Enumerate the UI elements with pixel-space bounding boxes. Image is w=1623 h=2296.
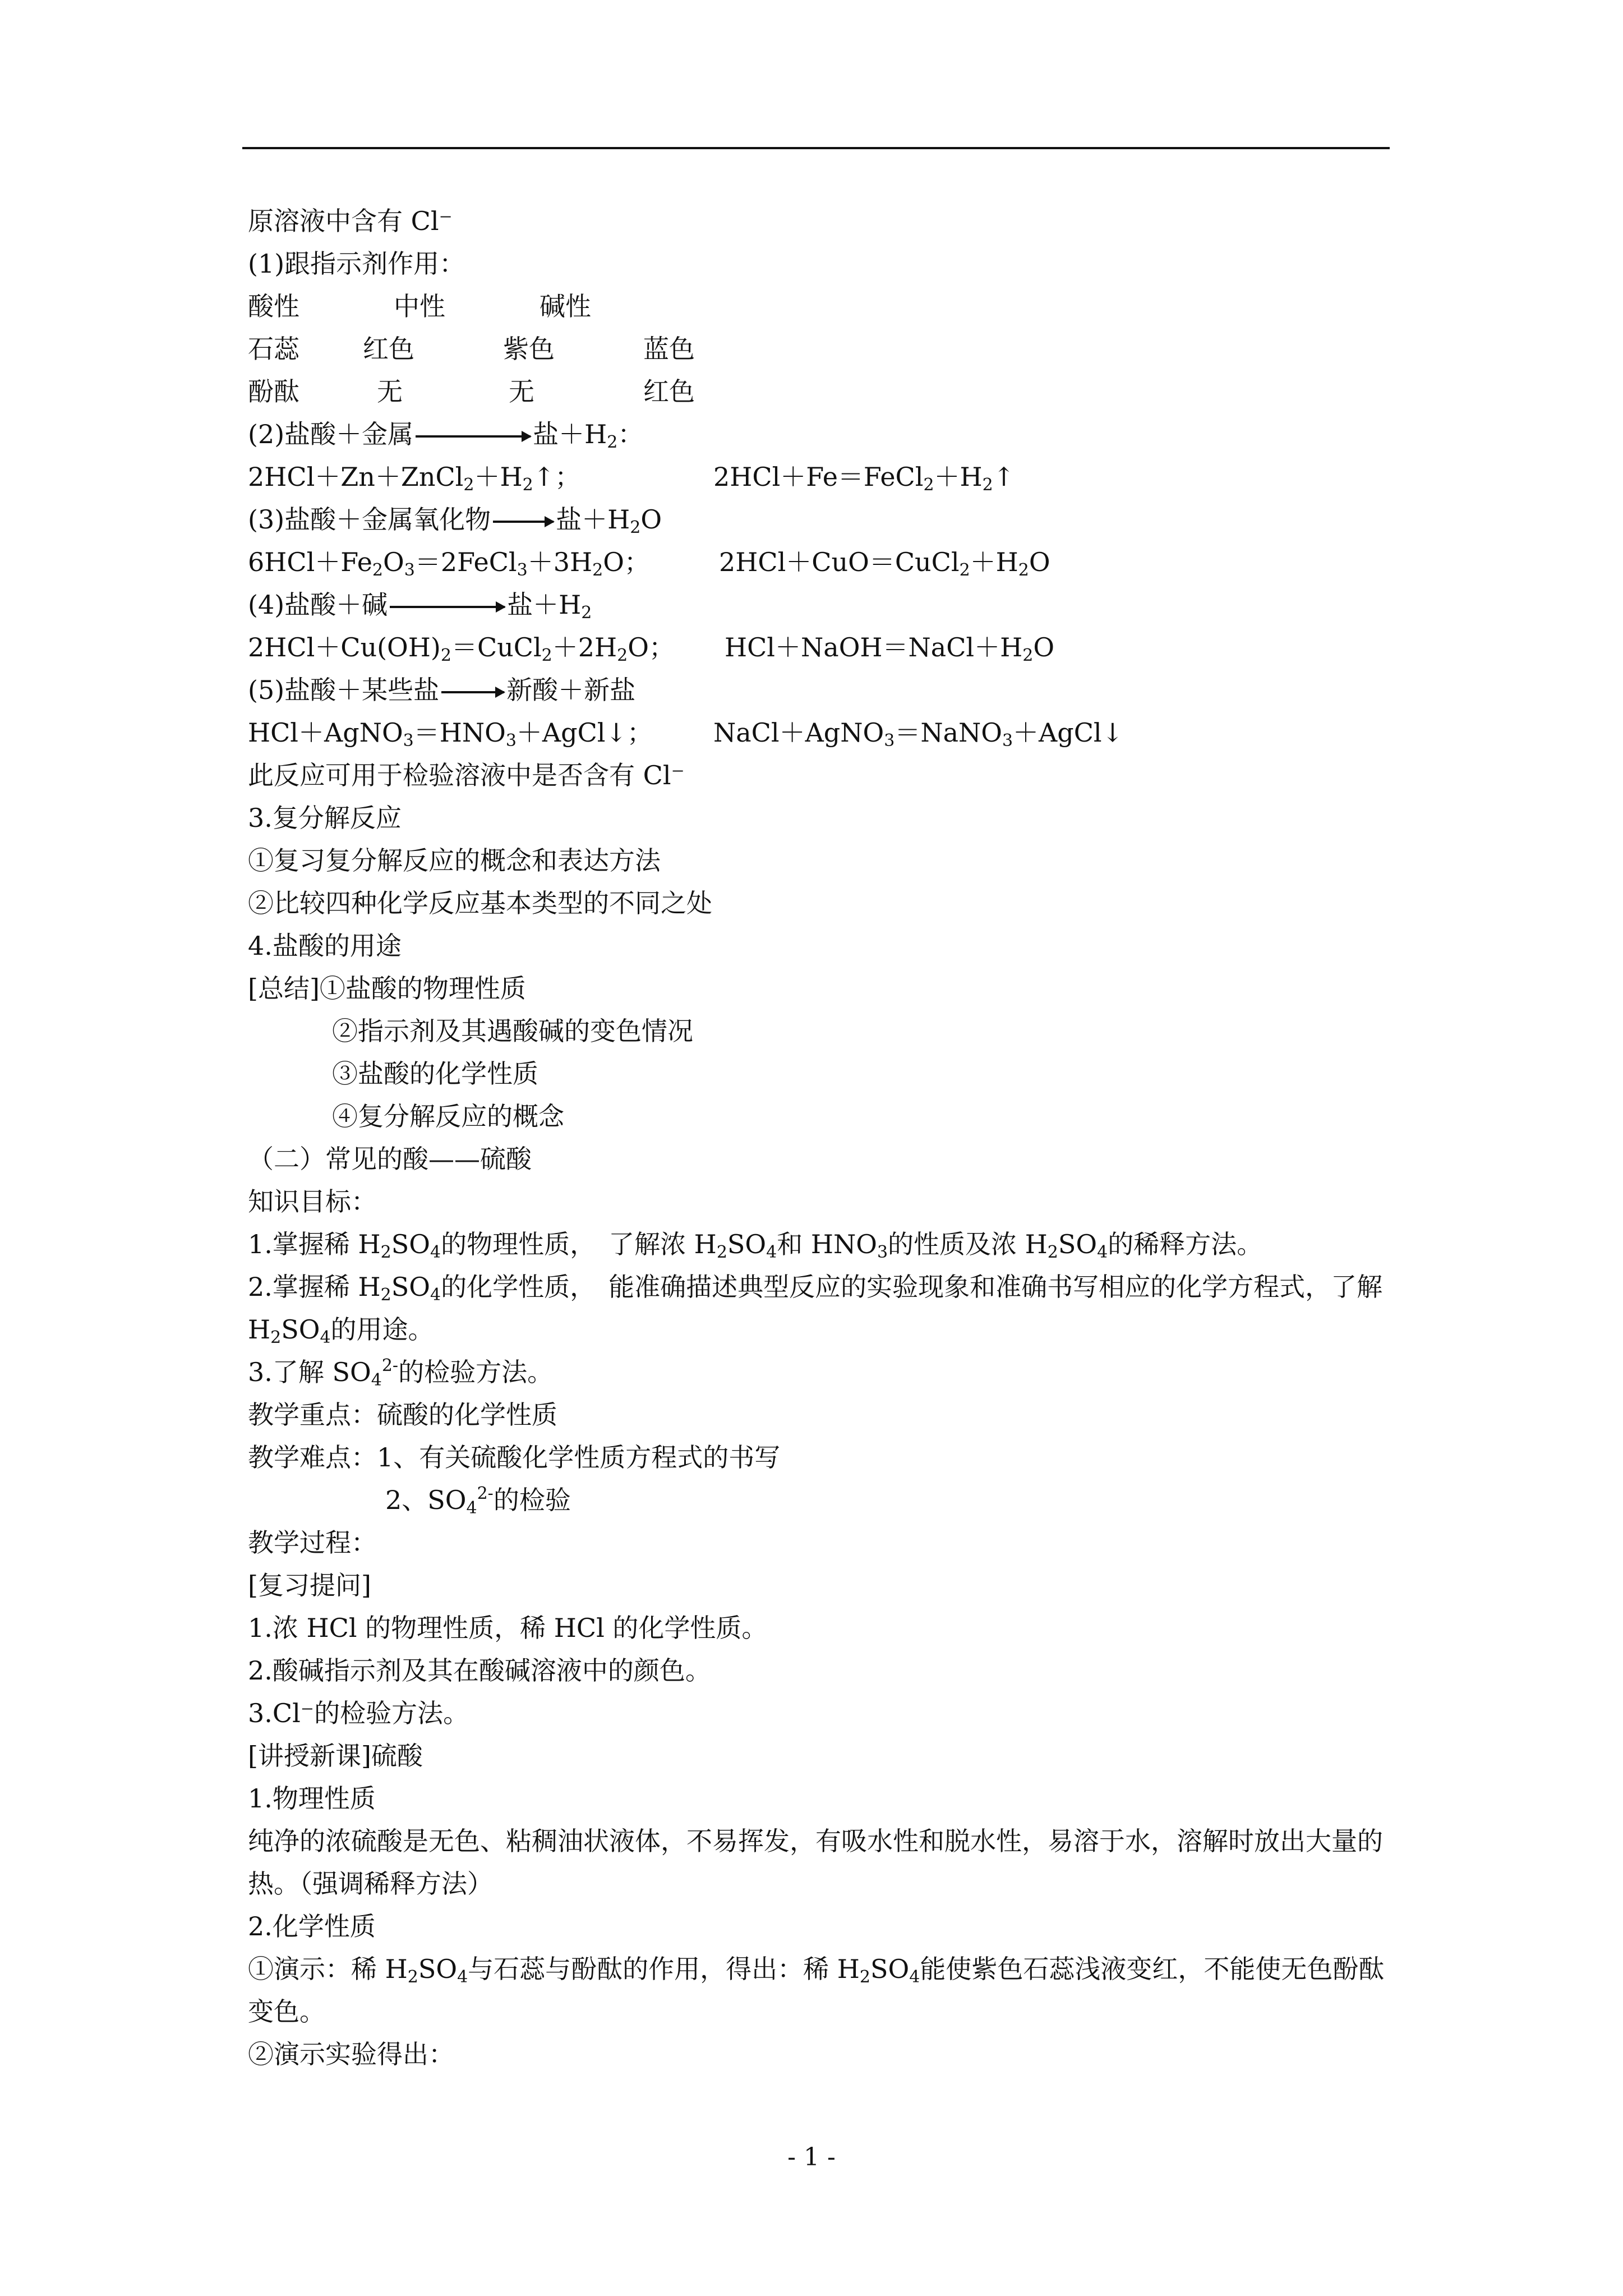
section-heading: 2.化学性质: [248, 1911, 376, 1941]
arrow-icon: [416, 435, 531, 438]
reaction-heading: (4)盐酸＋碱 盐$+H_2$: [248, 590, 592, 623]
text-line: ①复习复分解反应的概念和表达方法: [248, 845, 661, 876]
page-number: - 1 -: [787, 2143, 836, 2171]
equation-row: $HCl+AgNO_3=HNO_3+AgCl↓$； NaCl＋AgNO$_3$＝NaNO$_3$＋AgCl↓: [248, 717, 1124, 751]
arrow-icon: [441, 691, 504, 693]
section-heading: （二）常见的酸——硫酸: [248, 1144, 532, 1174]
reaction-heading: (2)盐酸＋金属 盐$+H_2$：: [248, 419, 644, 452]
document-body: [248, 200, 1392, 2076]
summary-line: ④复分解反应的概念: [332, 1101, 564, 1131]
section-heading: 3.复分解反应: [248, 803, 402, 833]
text-line: 知识目标：: [248, 1186, 377, 1217]
text-line: 2、$SO_4^{2-}$的检验: [385, 1484, 571, 1518]
text-line: 教学重点：硫酸的化学性质: [248, 1400, 557, 1430]
summary-line: ②指示剂及其遇酸碱的变色情况: [332, 1016, 693, 1046]
text-line: (1)跟指示剂作用：: [248, 249, 465, 279]
text-line: 原溶液中含有 Cl⁻: [248, 206, 453, 236]
summary-line: ③盐酸的化学性质: [332, 1059, 538, 1089]
indicator-phenolphthalein-row: 酚酞 无 无 红色: [248, 376, 695, 407]
objective-line: 1.掌握稀 $H_2SO_4$的物理性质， 了解浓 $H_2SO_4$和 $HNO_3$的性质及浓 $H_2SO_4$的稀释方法。: [248, 1229, 1263, 1262]
summary-line: [总结]①盐酸的物理性质: [248, 973, 526, 1004]
equation-row: $6HCl+Fe_2O_3=2FeCl_3+3H_2O$； $2HCl+CuO=CuCl_2+H_2O$: [248, 547, 1050, 580]
text-line: [复习提问]: [248, 1570, 371, 1600]
arrow-icon: [493, 521, 554, 523]
objective-line: 3.了解 $SO_4^{2-}$的检验方法。: [248, 1356, 554, 1390]
equation-row: $2HCl+Cu(OH)_2=CuCl_2+2H_2O$； $HCl+NaOH=NaCl+H_2O$: [248, 632, 1055, 665]
reaction-heading: (3)盐酸＋金属氧化物 盐$+H_2O$: [248, 504, 662, 537]
text-line: ②比较四种化学反应基本类型的不同之处: [248, 888, 712, 918]
paragraph: ①演示：稀 $H_2SO_4$与石蕊与酚酞的作用，得出：稀 $H_2SO_4$能使紫色石蕊浅液变红，不能使无色酚酞变色。: [248, 1954, 1385, 2027]
section-heading: 1.物理性质: [248, 1783, 376, 1814]
equation-row: $2HCl+Zn+ZnCl_2+H_2↑$； $2HCl+Fe=FeCl_2+H_2↑$: [248, 462, 1015, 495]
arrow-icon: [390, 606, 505, 608]
text-line: 教学过程：: [248, 1527, 377, 1558]
section-heading: 4.盐酸的用途: [248, 931, 402, 961]
paragraph: 纯净的浓硫酸是无色、粘稠油状液体，不易挥发，有吸水性和脱水性，易溶于水，溶解时放出大量的热。（强调稀释方法）: [248, 1826, 1383, 1899]
text-line: 此反应可用于检验溶液中是否含有 Cl⁻: [248, 760, 685, 790]
text-line: [讲授新课]硫酸: [248, 1741, 423, 1771]
indicator-header-row: 酸性 中性 碱性: [248, 291, 591, 321]
header-rule: [242, 147, 1390, 149]
text-line: 1.浓 HCl 的物理性质，稀 HCl 的化学性质。: [248, 1613, 768, 1643]
text-line: 2.酸碱指示剂及其在酸碱溶液中的颜色。: [248, 1655, 711, 1686]
objective-line: 2.掌握稀 $H_2SO_4$的化学性质， 能准确描述典型反应的实验现象和准确书写相应的化学方程式，了解 $H_2SO_4$的用途。: [248, 1272, 1383, 1347]
text-line: 教学难点：1、有关硫酸化学性质方程式的书写: [248, 1442, 781, 1473]
indicator-litmus-row: 石蕊 红色 紫色 蓝色: [248, 334, 695, 364]
reaction-heading: (5)盐酸＋某些盐 新酸＋新盐: [248, 675, 636, 705]
text-line: ②演示实验得出：: [248, 2039, 454, 2069]
text-line: 3.Cl⁻的检验方法。: [248, 1698, 469, 1728]
